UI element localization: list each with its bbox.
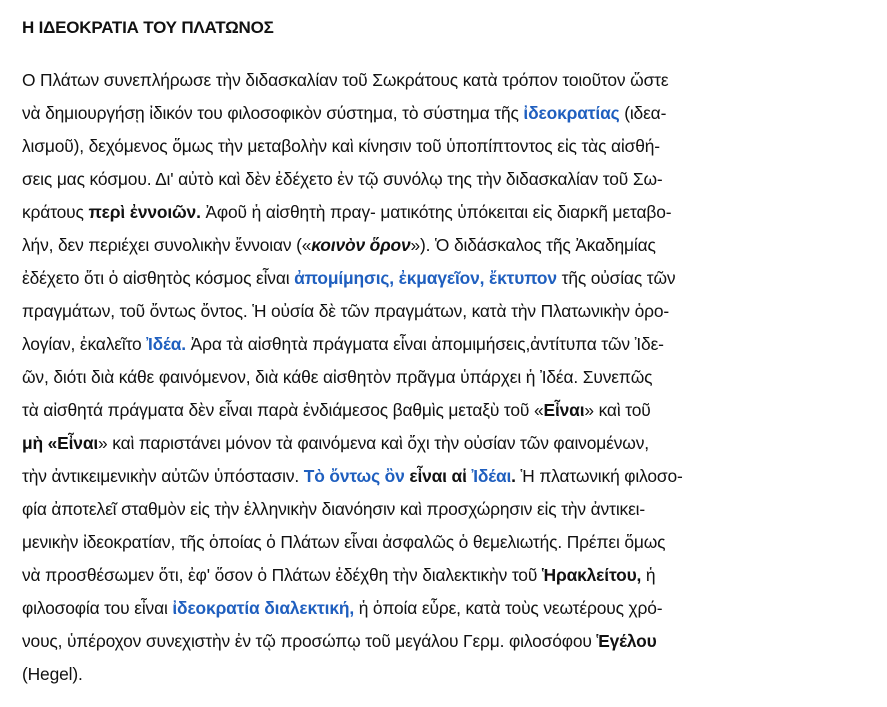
text-line: [22, 427, 872, 460]
emphasized-term: Ἑγέλου: [596, 631, 657, 651]
text-run: λογίαν, ἐκαλεῖτο: [22, 334, 147, 354]
text-run: ἡ: [641, 565, 656, 585]
emphasized-term: .: [511, 466, 516, 486]
body-paragraph: [22, 64, 872, 691]
text-run: τὴν ἀντικειμενικὴν αὐτῶν ὑπόστασιν.: [22, 466, 304, 486]
highlighted-term: ἰδεοκρατίας: [523, 103, 620, 123]
text-line: [22, 229, 872, 262]
text-line: [22, 526, 872, 559]
text-line: [22, 361, 872, 394]
highlighted-term: Τὸ ὄντως ὂν: [303, 466, 405, 486]
emphasized-term: κοινὸν ὅρον: [311, 235, 411, 255]
text-line: [22, 64, 872, 97]
text-run: Ἀφοῦ ἡ αἰσθητὴ πραγ- ματικότης ὑπόκειται εἰς διαρκῆ μεταβο-: [200, 202, 672, 222]
emphasized-term: μὴ «Εἶναι: [22, 433, 99, 453]
emphasized-term: Ἡρακλείτου,: [541, 565, 642, 585]
text-run: τὰ αἰσθητά πράγματα δὲν εἶναι παρὰ ἐνδιάμεσος βαθμὶς μεταξὺ τοῦ «: [22, 400, 544, 420]
text-line: [22, 97, 872, 130]
emphasized-term: εἶναι αἱ: [404, 466, 472, 486]
highlighted-term: Ἰδέαι: [471, 466, 512, 486]
document: [22, 14, 872, 691]
text-line: [22, 295, 872, 328]
text-line: [22, 493, 872, 526]
text-run: σεις μας κόσμου. Δι' αὐτὸ καὶ δὲν ἐδέχετο ἐν τῷ συνόλῳ της τὴν διδασκαλίαν τοῦ Σω-: [22, 169, 663, 189]
text-line: [22, 592, 872, 625]
text-line: [22, 394, 872, 427]
text-line: [22, 163, 872, 196]
text-run: » καὶ τοῦ: [584, 400, 651, 420]
emphasized-term: Εἶναι: [543, 400, 585, 420]
text-line: [22, 625, 872, 658]
text-run: νους, ὑπέροχον συνεχιστὴν ἐν τῷ προσώπῳ τοῦ μεγάλου Γερμ. φιλοσόφου: [22, 631, 597, 651]
highlighted-term: ἰδεοκρατία διαλεκτική,: [172, 598, 355, 618]
text-run: μενικὴν ἰδεοκρατίαν, τῆς ὁποίας ὁ Πλάτων εἶναι ἀσφαλῶς ὁ θεμελιωτής. Πρέπει ὅμως: [22, 532, 666, 552]
text-run: νὰ δημιουργήσῃ ἰδικόν του φιλοσοφικὸν σύστημα, τὸ σύστημα τῆς: [22, 103, 524, 123]
text-run: τῆς οὐσίας τῶν: [556, 268, 676, 288]
text-run: νὰ προσθέσωμεν ὅτι, ἐφ' ὅσον ὁ Πλάτων ἐδέχθη τὴν διαλεκτικὴν τοῦ: [22, 565, 542, 585]
text-run: Ο Πλάτων συνεπλήρωσε τὴν διδασκαλίαν τοῦ Σωκράτους κατὰ τρόπον τοιοῦτον ὥστε: [22, 70, 669, 90]
text-run: (ιδεα-: [619, 103, 667, 123]
text-run: Ἀρα τὰ αἰσθητὰ πράγματα εἶναι ἀπομιμήσεις,ἀντίτυπα τῶν Ἰδε-: [185, 334, 664, 354]
text-run: πραγμάτων, τοῦ ὄντως ὄντος. Ἡ οὐσία δὲ τῶν πραγμάτων, κατὰ τὴν Πλατωνικὴν ὁρο-: [22, 301, 670, 321]
highlighted-term: ἀπομίμησις, ἐκμαγεῖον, ἔκτυπον: [294, 268, 557, 288]
text-run: φία ἀποτελεῖ σταθμὸν εἰς τὴν ἑλληνικὴν διανόησιν καὶ προσχώρησιν εἰς τὴν ἀντικει-: [22, 499, 646, 519]
text-line: [22, 460, 872, 493]
text-run: ῶν, διότι διὰ κάθε φαινόμενον, διὰ κάθε αἰσθητὸν πρᾶγμα ὑπάρχει ἡ Ἰδέα. Συνεπῶς: [22, 367, 653, 387]
text-line: [22, 559, 872, 592]
document-title: Η ΙΔΕΟΚΡΑΤΙΑ ΤΟΥ ΠΛΑΤΩΝΟΣ: [22, 18, 274, 37]
text-line: [22, 328, 872, 361]
emphasized-term: περὶ ἐννοιῶν.: [88, 202, 201, 222]
text-run: » καὶ παριστάνει μόνον τὰ φαινόμενα καὶ ὄχι τὴν οὐσίαν τῶν φαινομένων,: [98, 433, 649, 453]
text-run: ἐδέχετο ὅτι ὁ αἰσθητὸς κόσμος εἶναι: [22, 268, 295, 288]
text-run: »). Ὁ διδάσκαλος τῆς Ἀκαδημίας: [410, 235, 656, 255]
text-run: (Hegel).: [22, 664, 83, 684]
text-line: [22, 658, 872, 691]
text-run: λήν, δεν περιέχει συνολικὴν ἔννοιαν («: [22, 235, 312, 255]
highlighted-term: Ἰδέα.: [146, 334, 186, 354]
text-line: [22, 262, 872, 295]
text-run: Ἡ πλατωνική φιλοσο-: [515, 466, 683, 486]
text-run: ἡ ὁποία εὗρε, κατὰ τοὺς νεωτέρους χρό-: [354, 598, 663, 618]
text-line: [22, 130, 872, 163]
text-run: φιλοσοφία του εἶναι: [22, 598, 173, 618]
text-run: κράτους: [22, 202, 89, 222]
text-line: [22, 196, 872, 229]
text-run: λισμοῦ), δεχόμενος ὅμως τὴν μεταβολὴν καὶ κίνησιν τοῦ ὑποπίπτοντος εἰς τὰς αἰσθή-: [22, 136, 660, 156]
